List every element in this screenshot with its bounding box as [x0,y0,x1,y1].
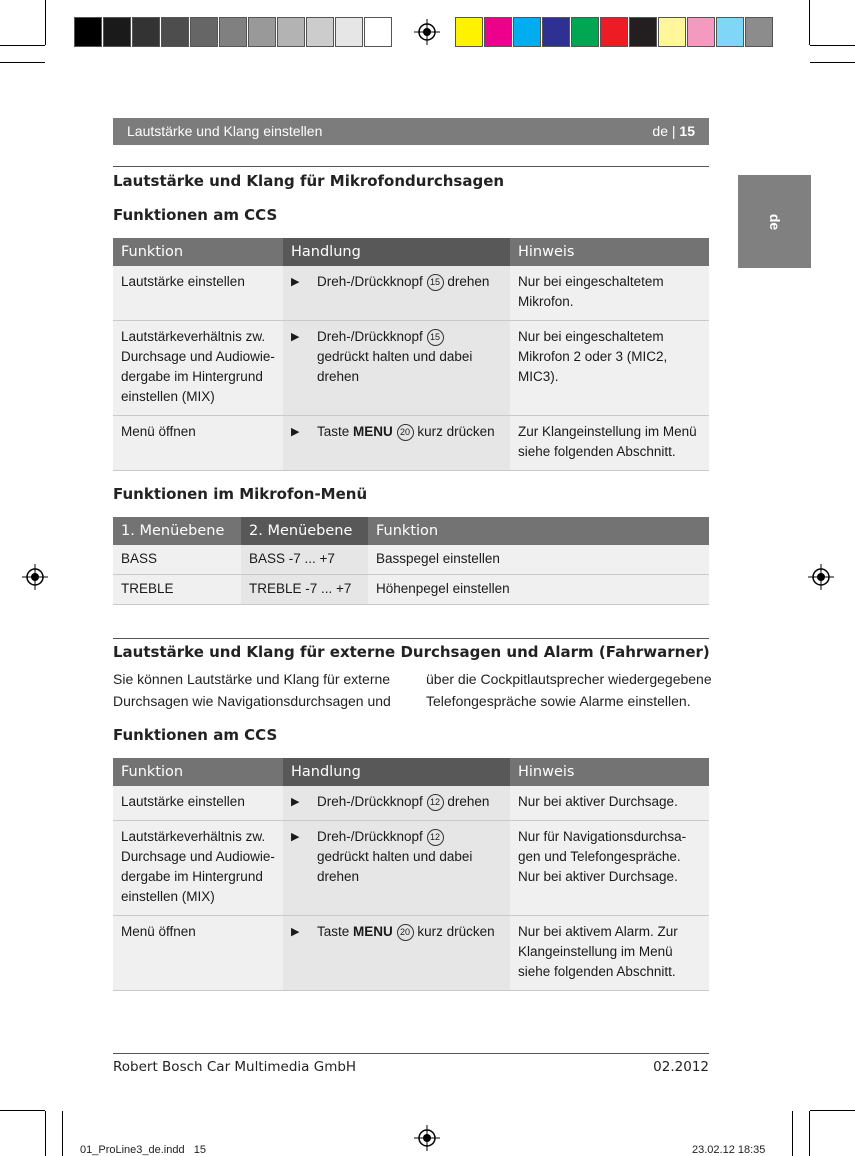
header-page-number: de | 15 [652,123,695,139]
arrow-right-icon: ▶ [291,926,300,938]
table-header: Funktion [113,758,283,786]
table-row [113,821,709,916]
control-number-badge: 12 [427,829,444,846]
table-header: 1. Menüebene [113,517,241,545]
color-swatch [629,17,657,47]
color-swatch [132,17,160,47]
arrow-right-icon: ▶ [291,276,300,288]
arrow-right-icon: ▶ [291,426,300,438]
table-row [113,545,709,575]
function-cell: Lautstärkeverhältnis zw. Durchsage und Audiowiedergabe im Hintergrund einstellen (MIX) [113,321,283,416]
table-header: Funktion [368,517,709,545]
table-row [113,786,709,821]
footer-rule [113,1053,709,1054]
function-cell: Lautstärkeverhältnis zw. Durchsage und Audiowiedergabe im Hintergrund einstellen (MIX) [113,821,283,916]
function-cell: Basspegel einstellen [368,545,709,575]
slug-file: 01_ProLine3_de.indd 15 [80,1144,207,1156]
color-swatch [745,17,773,47]
color-swatch [455,17,483,47]
crop-mark [45,1111,46,1156]
ccs-functions-table-2 [113,758,709,991]
color-swatch [542,17,570,47]
microphone-menu-table [113,517,709,605]
table-row [113,575,709,605]
table-header: 2. Menüebene [241,517,368,545]
crop-mark [810,1110,855,1111]
color-swatch [74,17,102,47]
color-swatch [161,17,189,47]
table-row [113,416,709,471]
table-header: Handlung [283,758,510,786]
level1-cell: TREBLE [113,575,241,605]
color-swatch [364,17,392,47]
color-swatch [513,17,541,47]
registration-mark-icon [414,19,440,45]
ccs-functions-table-1 [113,238,709,471]
arrow-right-icon: ▶ [291,331,300,343]
subheading: Funktionen am CCS [113,726,278,744]
function-cell: Lautstärke einstellen [113,786,283,821]
color-swatch [306,17,334,47]
registration-mark-icon [22,564,48,590]
slug-timestamp: 23.02.12 18:35 [692,1144,766,1156]
arrow-right-icon: ▶ [291,796,300,808]
footer-date: 02.2012 [653,1059,709,1075]
section-rule [113,638,709,639]
note-cell: Nur bei eingeschaltetem Mikrofon. [510,266,709,321]
color-swatch [571,17,599,47]
function-cell: Menü öffnen [113,916,283,991]
crop-mark [792,1111,793,1156]
table-header: Handlung [283,238,510,266]
color-swatch [277,17,305,47]
table-row [113,266,709,321]
body-text: über die Cockpitlautsprecher wiedergegebene Telefongespräche sowie Alarme einstellen. [426,671,712,709]
footer-company: Robert Bosch Car Multimedia GmbH [113,1059,357,1075]
function-cell: Höhenpegel einstellen [368,575,709,605]
subheading: Funktionen am CCS [113,206,278,224]
note-cell: Zur Klangeinstellung im Menü siehe folgenden Abschnitt. [510,416,709,471]
color-swatch [335,17,363,47]
table-header: Hinweis [510,238,709,266]
registration-mark-icon [808,564,834,590]
color-swatch [687,17,715,47]
table-row [113,916,709,991]
action-cell: ▶ Dreh-/Drückknopf 12 gedrückt halten und dabei drehen [283,821,510,916]
note-cell: Nur bei aktivem Alarm. Zur Klangeinstellung im Menü siehe folgenden Abschnitt. [510,916,709,991]
running-header [113,118,709,145]
function-cell: Lautstärke einstellen [113,266,283,321]
function-cell: Menü öffnen [113,416,283,471]
section-heading: Lautstärke und Klang für externe Durchsagen und Alarm (Fahrwarner) [113,643,710,661]
registration-mark-icon [414,1125,440,1151]
section-heading: Lautstärke und Klang für Mikrofondurchsagen [113,172,505,190]
language-tab: de [738,175,811,268]
arrow-right-icon: ▶ [291,831,300,843]
color-swatch [219,17,247,47]
section-rule [113,166,709,167]
control-number-badge: 15 [427,274,444,291]
color-swatch [658,17,686,47]
action-cell: ▶ Dreh-/Drückknopf 12 drehen [283,786,510,821]
crop-mark [62,1111,63,1156]
action-cell: ▶ Taste MENU 20 kurz drücken [283,416,510,471]
control-number-badge: 15 [427,329,444,346]
table-header: Funktion [113,238,283,266]
color-swatch [716,17,744,47]
crop-mark [810,45,855,46]
color-swatch [484,17,512,47]
level2-cell: BASS -7 ... +7 [241,545,368,575]
control-number-badge: 20 [397,424,414,441]
color-swatch [103,17,131,47]
color-swatch [600,17,628,47]
level1-cell: BASS [113,545,241,575]
table-row [113,321,709,416]
control-number-badge: 20 [397,924,414,941]
level2-cell: TREBLE -7 ... +7 [241,575,368,605]
header-section-title: Lautstärke und Klang einstellen [127,123,323,139]
color-swatch [248,17,276,47]
crop-mark [45,0,46,45]
crop-mark [810,62,855,63]
crop-mark [0,45,45,46]
body-text: Sie können Lautstärke und Klang für externe Durchsagen wie Navigationsdurchsagen und [113,671,391,709]
note-cell: Nur bei eingeschaltetem Mikrofon 2 oder 3 (MIC2, MIC3). [510,321,709,416]
control-number-badge: 12 [427,794,444,811]
crop-mark [0,62,45,63]
note-cell: Nur für Navigationsdurchsagen und Telefongespräche. Nur bei aktiver Durchsage. [510,821,709,916]
action-cell: ▶ Taste MENU 20 kurz drücken [283,916,510,991]
crop-mark [809,0,810,45]
table-header: Hinweis [510,758,709,786]
action-cell: ▶ Dreh-/Drückknopf 15 gedrückt halten und dabei drehen [283,321,510,416]
note-cell: Nur bei aktiver Durchsage. [510,786,709,821]
subheading: Funktionen im Mikrofon-Menü [113,485,368,503]
crop-mark [0,1110,45,1111]
crop-mark [809,1111,810,1156]
action-cell: ▶ Dreh-/Drückknopf 15 drehen [283,266,510,321]
color-swatch [190,17,218,47]
